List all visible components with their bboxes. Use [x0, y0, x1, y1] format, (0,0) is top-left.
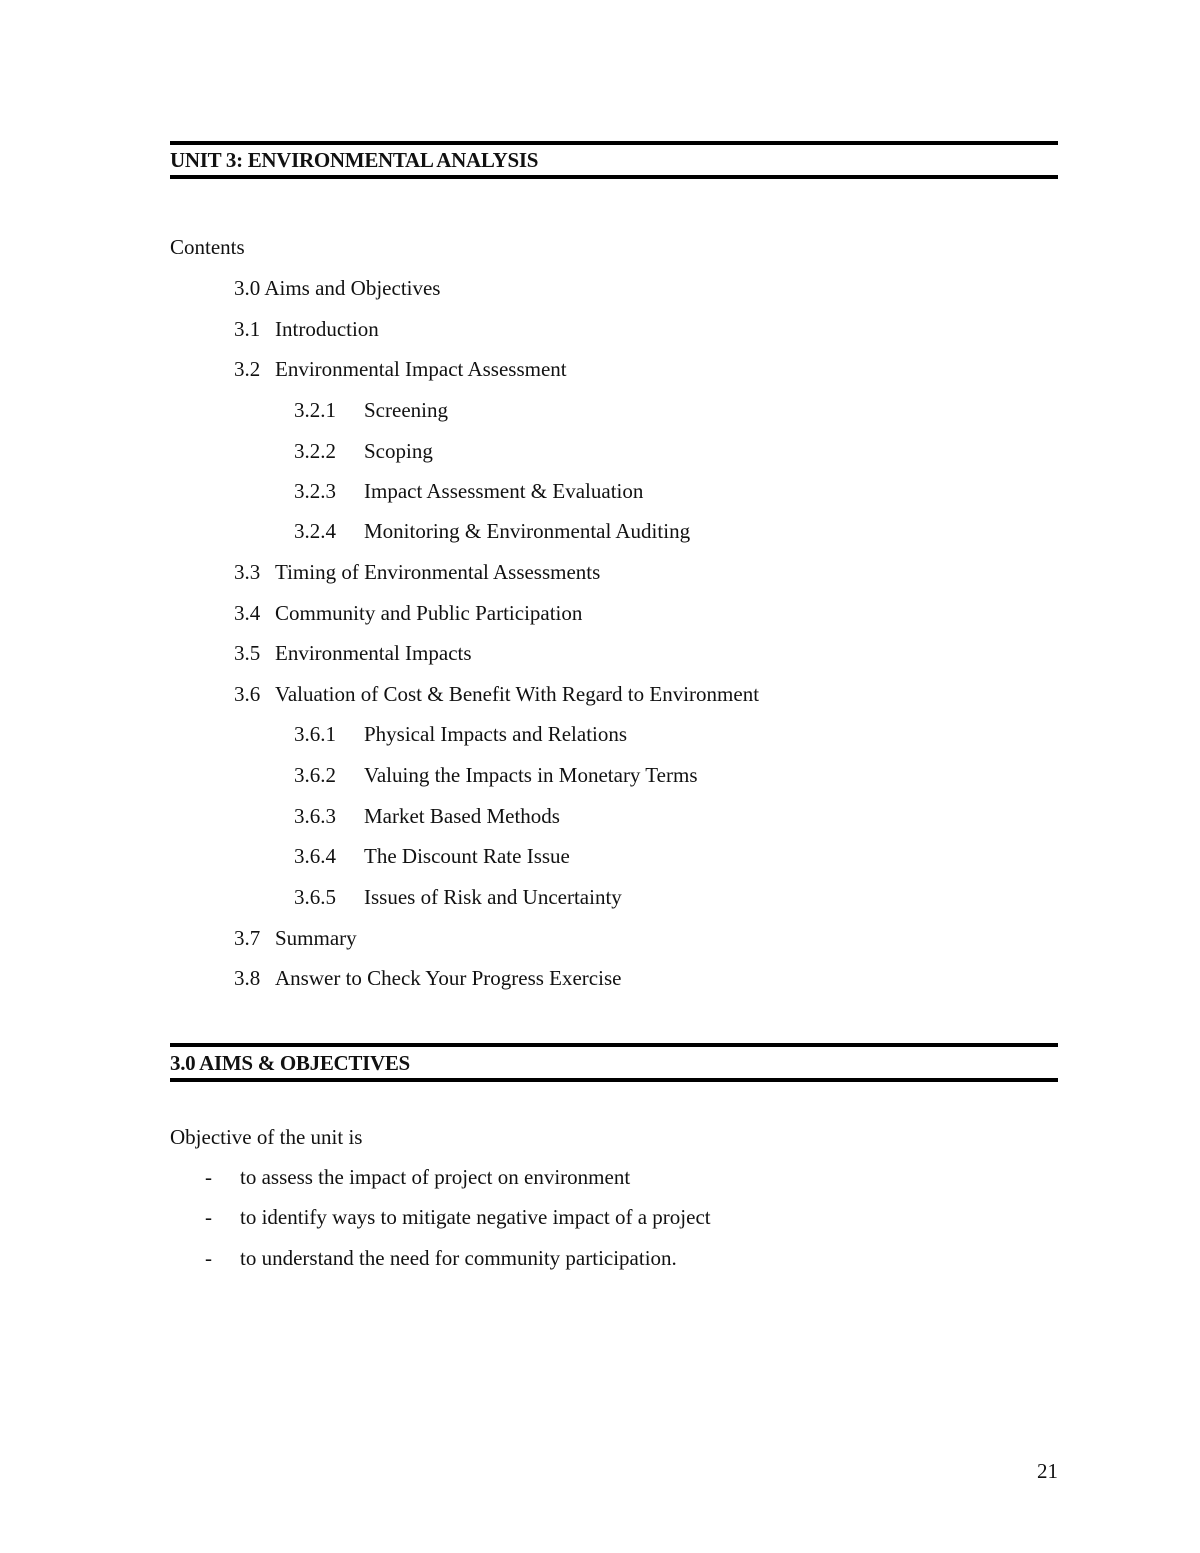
page-number: 21 [1037, 1459, 1058, 1483]
toc-number: 3.6.1 [294, 722, 336, 746]
toc-number: 3.6.5 [294, 885, 336, 909]
section-title: 3.0 AIMS & OBJECTIVES [170, 1051, 410, 1075]
toc-title: Issues of Risk and Uncertainty [364, 885, 622, 909]
toc-number: 3.6 [234, 682, 261, 706]
toc-number: 3.6.2 [294, 763, 336, 787]
toc-number: 3.2.4 [294, 519, 336, 543]
toc-title: Answer to Check Your Progress Exercise [275, 966, 622, 990]
toc-number: 3.4 [234, 601, 261, 625]
toc-number: 3.7 [234, 926, 261, 950]
toc-number: 3.2.3 [294, 479, 336, 503]
toc-title: Timing of Environmental Assessments [275, 560, 601, 584]
toc-number: 3.6.4 [294, 844, 336, 868]
heading-rule-top [170, 141, 1058, 145]
toc-number: 3.1 [234, 317, 261, 341]
toc-title: Market Based Methods [364, 804, 560, 828]
toc-title: The Discount Rate Issue [364, 844, 570, 868]
toc-entry-3-0 [234, 275, 440, 301]
toc-number: 3.2.1 [294, 398, 336, 422]
unit-title: UNIT 3: ENVIRONMENTAL ANALYSIS [170, 148, 539, 172]
bullet-dash: - [205, 1165, 212, 1189]
toc-title: Valuation of Cost & Benefit With Regard to Environment [275, 682, 760, 706]
section-rule-bottom [170, 1078, 1058, 1082]
toc-number: 3.5 [234, 641, 261, 665]
toc-title: Environmental Impacts [275, 641, 472, 665]
toc-title: Aims and Objectives [264, 276, 441, 300]
toc-title: Environmental Impact Assessment [275, 357, 567, 381]
bullet-dash: - [205, 1246, 212, 1270]
toc-number: 3.0 [234, 276, 261, 300]
toc-title: Community and Public Participation [275, 601, 583, 625]
toc-number: 3.3 [234, 560, 261, 584]
toc-title: Impact Assessment & Evaluation [364, 479, 644, 503]
objective-text: to identify ways to mitigate negative impact of a project [240, 1205, 711, 1229]
objective-text: to assess the impact of project on environment [240, 1165, 631, 1189]
toc-number: 3.2 [234, 357, 261, 381]
section-rule-top [170, 1043, 1058, 1047]
toc-title: Screening [364, 398, 448, 422]
contents-label: Contents [170, 235, 245, 259]
toc-title: Summary [275, 926, 357, 950]
objective-intro: Objective of the unit is [170, 1125, 363, 1149]
toc-title: Valuing the Impacts in Monetary Terms [364, 763, 698, 787]
toc-number: 3.8 [234, 966, 261, 990]
toc-title: Physical Impacts and Relations [364, 722, 628, 746]
toc-title: Scoping [364, 439, 433, 463]
bullet-dash: - [205, 1205, 212, 1229]
toc-number: 3.2.2 [294, 439, 336, 463]
toc-title: Monitoring & Environmental Auditing [364, 519, 691, 543]
toc-title: Introduction [275, 317, 379, 341]
objective-text: to understand the need for community participation. [240, 1246, 677, 1270]
toc-number: 3.6.3 [294, 804, 336, 828]
heading-rule-bottom [170, 175, 1058, 179]
